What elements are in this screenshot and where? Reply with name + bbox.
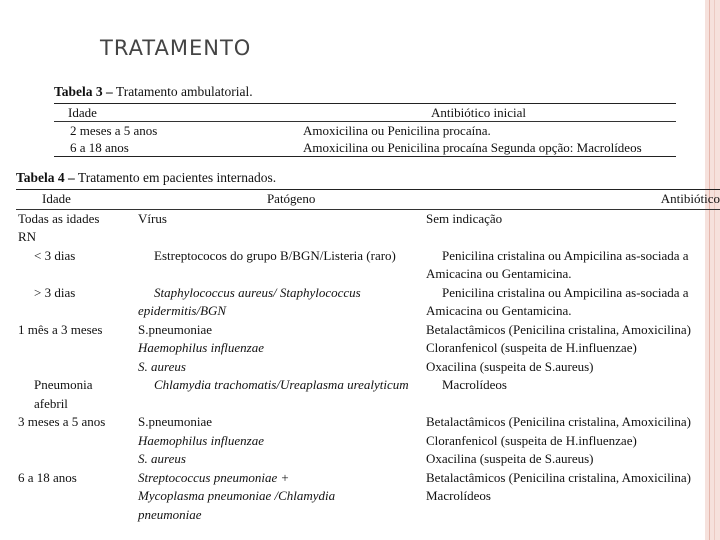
slide-title: TRATAMENTO	[100, 36, 252, 60]
table-cell: RN	[18, 229, 37, 244]
table-cell	[16, 506, 138, 525]
table-cell: 6 a 18 anos	[18, 469, 77, 485]
table-row	[54, 139, 676, 156]
table-3	[54, 84, 676, 157]
table-row	[16, 395, 720, 414]
table-cell: Betalactâmicos (Penicilina cristalina, Amoxicilina)	[426, 414, 691, 429]
table-row	[16, 302, 720, 321]
table-4-caption-text: Tratamento em pacientes internados.	[77, 170, 277, 185]
table-row	[16, 228, 720, 247]
table-row	[16, 210, 720, 229]
column-header: Idade	[42, 191, 71, 206]
table-cell: afebril	[34, 395, 68, 411]
table-cell: Betalactâmicos (Penicilina cristalina, Amoxicilina)	[426, 469, 691, 485]
table-cell: Pneumonia	[34, 377, 93, 392]
table-cell	[16, 265, 138, 284]
table-cell: Betalactâmicos (Penicilina cristalina, Amoxicilina)	[426, 321, 691, 337]
table-cell: Staphylococcus aureus/ Staphylococcus	[154, 284, 361, 300]
table-3-caption	[54, 84, 676, 100]
table-row	[16, 358, 720, 377]
table-rule	[54, 156, 676, 157]
table-cell: Haemophilus influenzae	[138, 432, 265, 448]
table-cell: Sem indicação	[426, 210, 503, 226]
table-cell: < 3 dias	[34, 247, 76, 263]
table-4-caption	[16, 170, 720, 186]
table-cell: Streptococcus pneumoniae +	[138, 469, 290, 485]
table-cell: epidermitis/BGN	[138, 303, 227, 318]
table-row	[16, 376, 720, 395]
table-cell: Cloranfenicol (suspeita de H.influenzae)	[426, 432, 637, 448]
table-cell: Vírus	[138, 210, 167, 226]
table-cell: Estreptococos do grupo B/BGN/Listeria (raro)	[154, 247, 396, 263]
table-cell	[426, 506, 720, 525]
table-cell: S.pneumoniae	[138, 321, 213, 337]
table-4-caption-label: Tabela 4 –	[16, 170, 75, 185]
table-row	[16, 506, 720, 525]
table-row	[16, 413, 720, 432]
table-cell	[426, 228, 720, 247]
table-cell: Cloranfenicol (suspeita de H.influenzae)	[426, 340, 637, 355]
table-row	[16, 432, 720, 451]
column-header: Patógeno	[266, 191, 316, 206]
table-cell	[16, 432, 138, 451]
table-cell	[16, 487, 138, 506]
table-cell: Amicacina ou Gentamicina.	[426, 266, 572, 281]
table-row	[16, 247, 720, 266]
table-cell	[16, 358, 138, 377]
table-cell: 3 meses a 5 anos	[18, 414, 106, 429]
table-cell: Mycoplasma pneumoniae /Chlamydia	[138, 488, 336, 503]
table-row	[54, 122, 676, 139]
table-cell	[138, 265, 426, 284]
table-cell	[16, 339, 138, 358]
table-cell: 6 a 18 anos	[70, 140, 129, 155]
table-cell	[16, 302, 138, 321]
table-cell: Todas as idades	[18, 210, 100, 226]
table-3-caption-text: Tratamento ambulatorial.	[115, 84, 253, 99]
table-cell	[154, 395, 442, 414]
table-cell	[16, 450, 138, 469]
table-row	[16, 339, 720, 358]
table-cell	[442, 395, 720, 414]
table-row	[16, 450, 720, 469]
table-row	[16, 265, 720, 284]
table-row	[16, 469, 720, 488]
table-cell: Macrolídeos	[442, 377, 507, 392]
table-cell: pneumoniae	[138, 506, 202, 522]
table-cell: Amoxicilina ou Penicilina procaína Segunda opção: Macrolídeos	[303, 140, 642, 155]
table-cell: Chlamydia trachomatis/Ureaplasma urealyticum	[154, 377, 409, 392]
column-header: Idade	[68, 105, 97, 120]
table-cell: Macrolídeos	[426, 488, 491, 503]
table-cell: S. aureus	[138, 358, 186, 374]
table-cell: Oxacilina (suspeita de S.aureus)	[426, 358, 594, 374]
table-3-caption-label: Tabela 3 –	[54, 84, 113, 99]
table-row	[16, 284, 720, 303]
column-header: Antibiótico inicial	[431, 105, 526, 120]
column-header: Antibiótico	[660, 191, 720, 206]
table-cell: Amicacina ou Gentamicina.	[426, 303, 572, 318]
table-cell: S.pneumoniae	[138, 414, 213, 429]
table-cell: S. aureus	[138, 451, 186, 466]
table-row	[16, 487, 720, 506]
table-cell	[138, 228, 426, 247]
table-4-header	[16, 190, 720, 209]
table-cell: Penicilina cristalina ou Ampicilina as-sociada a	[442, 247, 689, 263]
table-row	[16, 321, 720, 340]
table-cell: > 3 dias	[34, 284, 76, 300]
table-cell: 2 meses a 5 anos	[70, 123, 158, 138]
table-cell: 1 mês a 3 meses	[18, 321, 103, 337]
table-3-header	[54, 104, 676, 121]
table-cell: Amoxicilina ou Penicilina procaína.	[303, 123, 491, 138]
table-4	[16, 170, 720, 524]
table-cell: Oxacilina (suspeita de S.aureus)	[426, 451, 594, 466]
table-cell: Haemophilus influenzae	[138, 340, 265, 355]
table-cell: Penicilina cristalina ou Ampicilina as-sociada a	[442, 284, 689, 300]
